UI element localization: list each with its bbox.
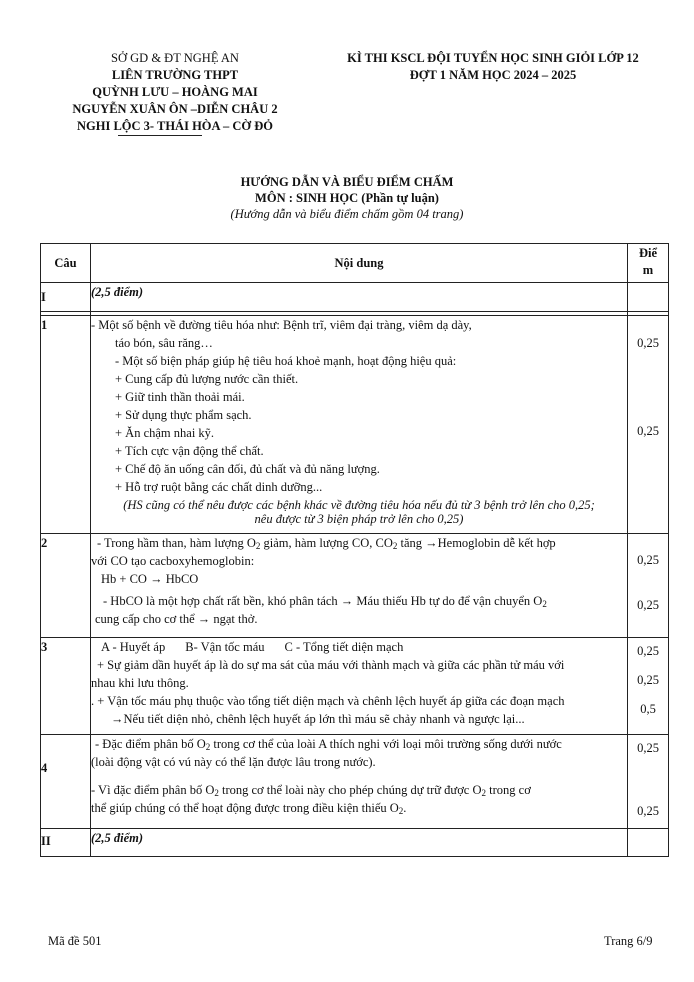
content-line: + Ăn chậm nhai kỹ. [115,426,215,440]
school-name: LIÊN TRƯỜNG THPT [111,68,239,82]
header-left [40,50,310,136]
content-line: A - Huyết áp B- Vận tốc máu C - Tổng tiết diện mạch [101,640,404,654]
content-line: - Đặc điểm phân bố $O_2$ trong cơ thể của loài A thích nghi với loại môi trường sống dưới nước [95,737,562,752]
content-line: - Một số biện pháp giúp hệ tiêu hoá khoẻ mạnh, hoạt động hiệu quả: [115,354,457,368]
question-content [91,534,628,638]
question-number: 4 [41,735,91,829]
content-line: + Cung cấp đủ lượng nước cần thiết. [115,372,299,386]
score-cell [628,534,669,638]
content-line: - Vì đặc điểm phân bố $O_2$ trong cơ thể loài này cho phép chúng dự trữ được $O_2$ trong cơ [91,783,531,798]
score-value: 0,25 [637,553,659,567]
doc-title [0,174,694,222]
question-row [41,735,669,829]
section-row [41,829,669,857]
content-line: →Nếu tiết diện nhỏ, chênh lệch huyết áp lớn thì máu sẽ chảy nhanh và ngược lại... [111,712,525,726]
subject-title: MÔN : SINH HỌC (Phần tự luận) [255,191,439,205]
content-line: thể giúp chúng có thể hoạt động được trong điều kiện thiếu $O_2$. [91,801,407,816]
content-line: (loài động vật có vú này có thể lặn được lâu trong nước). [91,755,376,769]
content-line: + Sự giảm dần huyết áp là do sự ma sát của máu với thành mạch và giữa các phần tử máu với [97,658,565,672]
score-value: 0,25 [637,424,659,438]
content-line: - Trong hầm than, hàm lượng $O_2$ giảm, hàm lượng CO, $CO_2$ tăng →Hemoglobin dễ kết hợp [97,536,556,551]
school-line-3: NGUYỄN XUÂN ÔN –DIỄN CHÂU 2 [72,102,278,116]
dept-name: SỞ GD & ĐT NGHỆ AN [111,51,239,65]
section-points: (2,5 điểm) [91,283,628,312]
score-value: 0,25 [637,644,659,658]
page-count-note: (Hướng dẫn và biểu điểm chấm gồm 04 trang) [230,207,464,221]
header-question: Câu [41,244,91,283]
grading-table [40,243,669,857]
question-content [91,638,628,735]
school-line-4: NGHI LỘC 3- THÁI HÒA – CỜ ĐỎ [77,119,273,133]
school-line-2: QUỲNH LƯU – HOÀNG MAI [92,85,258,99]
content-line: . + Vận tốc máu phụ thuộc vào tổng tiết diện mạch và chênh lệch huyết áp giữa các đoạn mạch [91,694,565,708]
table-header-row [41,244,669,283]
question-number: 1 [41,316,91,534]
content-line: + Tích cực vận động thể chất. [115,444,264,458]
content-line: - Một số bệnh về đường tiêu hóa như: Bệnh trĩ, viêm đại tràng, viêm dạ dày, [91,318,472,332]
content-line: + Chế độ ăn uống cân đối, đủ chất và đủ năng lượng. [115,462,380,476]
question-number: 3 [41,638,91,735]
grading-note [91,498,627,526]
score-value: 0,25 [637,741,659,755]
question-row [41,534,669,638]
content-line: + Sử dụng thực phẩm sạch. [115,408,252,422]
exam-title: KÌ THI KSCL ĐỘI TUYỂN HỌC SINH GIỎI LỚP 12 [347,51,639,65]
header-score-line1: Điể [638,246,658,260]
question-row [41,638,669,735]
note-line: (HS cũng có thể nêu được các bệnh khác về đường tiêu hóa nếu đủ từ 3 bệnh trở lên cho 0,25; [123,498,595,512]
question-content [91,735,628,829]
section-label: I [41,283,91,312]
score-cell [628,316,669,534]
content-line: - HbCO là một hợp chất rất bền, khó phân tách → Máu thiếu Hb tự do để vận chuyển $O_2$ [103,594,547,609]
empty-score [628,829,669,857]
section-label: II [41,829,91,857]
empty-score [628,283,669,312]
content-line: với CO tạo cacboxyhemoglobin: [91,554,255,568]
content-line: + Hỗ trợ ruột bằng các chất dinh dưỡng... [115,480,323,494]
content-line: nhau khi lưu thông. [91,676,189,690]
score-value: 0,25 [637,598,659,612]
header-score [628,244,669,283]
score-value: 0,25 [637,804,659,818]
note-line: nêu được từ 3 biện pháp trở lên cho 0,25) [254,512,464,526]
header-content: Nội dung [91,244,628,283]
score-cell [628,735,669,829]
score-value: 0,25 [637,336,659,350]
question-number: 2 [41,534,91,638]
header-underline [118,135,202,136]
score-value: 0,25 [637,673,659,687]
page-number: Trang 6/9 [604,934,653,948]
content-line: táo bón, sâu răng… [115,336,213,350]
section-row [41,283,669,312]
exam-code: Mã đề 501 [48,934,102,948]
guide-title: HƯỚNG DẪN VÀ BIỂU ĐIỂM CHẤM [240,175,454,189]
exam-round: ĐỢT 1 NĂM HỌC 2024 – 2025 [409,68,577,82]
content-line: Hb + CO → HbCO [101,572,199,586]
question-content [91,316,628,534]
content-line: cung cấp cho cơ thể → ngạt thở. [95,612,258,626]
score-cell [628,638,669,735]
section-points: (2,5 điểm) [91,829,628,857]
content-line: + Giữ tinh thần thoải mái. [115,390,245,404]
header-right [318,50,668,84]
question-row [41,316,669,534]
score-value: 0,5 [640,702,656,716]
header-score-line2: m [642,263,654,277]
